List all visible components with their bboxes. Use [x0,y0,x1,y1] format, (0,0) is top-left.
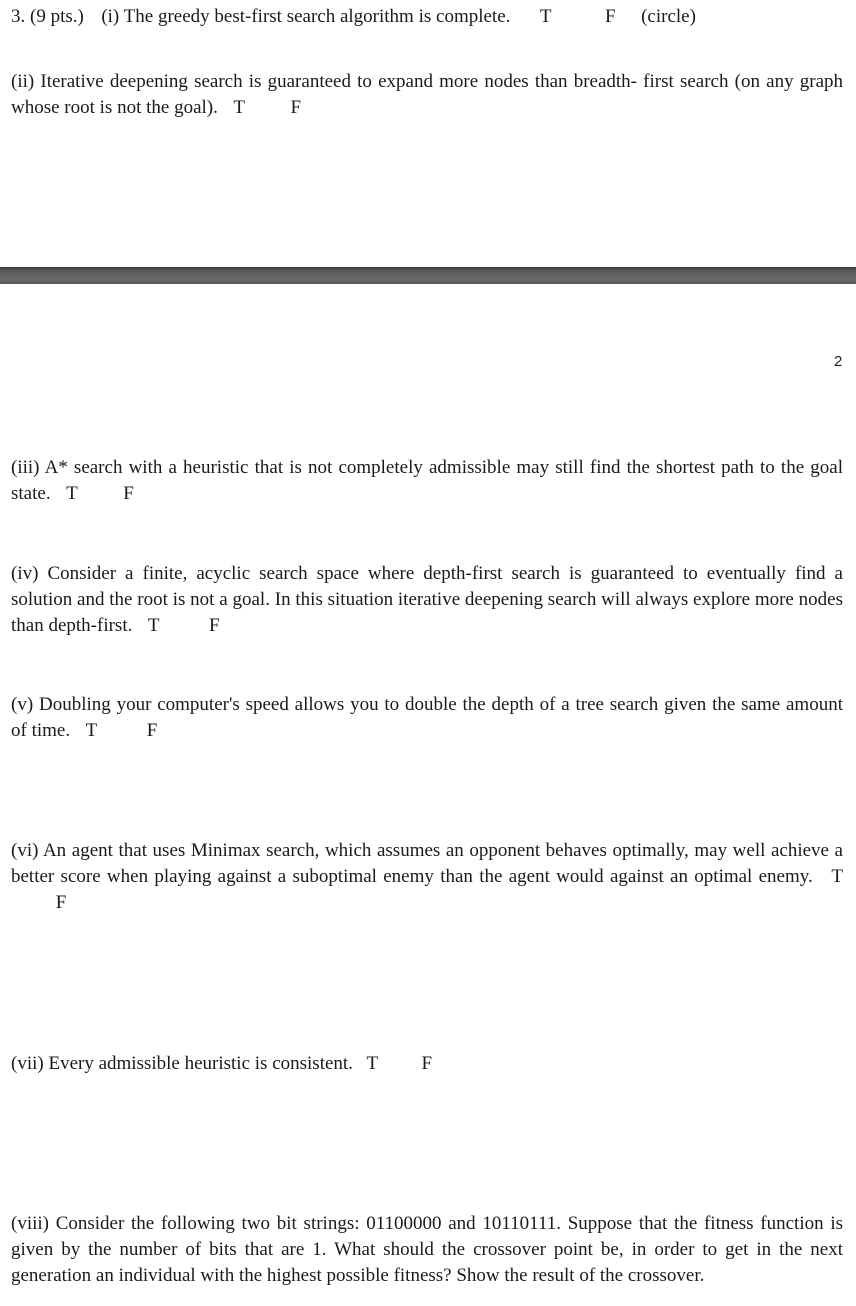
question-iii-text: (iii) A* search with a heuristic that is not completely admissible may still find the shortest path to the goal state. [11,457,843,504]
page-divider [0,267,856,284]
page-number: 2 [834,353,843,370]
question-ii-true-option[interactable]: T [233,97,245,118]
question-viii-text: (viii) Consider the following two bit strings: 01100000 and 10110111. Suppose that the fitness function is given by the number of bits that are 1. What should the crossover point be, in order to get in the next generation an individual with the highest possible fitness? Show the result of the crossover. [11,1213,843,1286]
question-iv-false-option[interactable]: F [208,615,220,636]
question-vii-text: (vii) Every admissible heuristic is consistent. [11,1053,353,1074]
question-iv [11,561,843,639]
question-vi-true-option[interactable]: T [831,866,843,887]
question-i-false-option[interactable]: F [605,6,616,27]
question-ii-false-option[interactable]: F [290,97,302,118]
question-iv-text: (iv) Consider a finite, acyclic search space where depth-first search is guaranteed to eventually find a solution and the root is not a goal. In this situation iterative deepening search will always explore more nodes than depth-first. [11,563,843,636]
question-header: 3. (9 pts.) [11,6,84,27]
question-i-line [11,4,696,30]
question-viii [11,1211,843,1289]
question-vi-text: (vi) An agent that uses Minimax search, which assumes an opponent behaves optimally, may well achieve a better score when playing against a suboptimal enemy than the agent would against an optimal enemy. [11,840,843,887]
question-i-circle-instruction: (circle) [641,6,696,27]
question-ii [11,69,843,121]
question-v-text: (v) Doubling your computer's speed allows you to double the depth of a tree search given the same amount of time. [11,694,843,741]
question-iii [11,455,843,507]
question-v [11,692,843,744]
question-iii-true-option[interactable]: T [66,483,78,504]
question-v-true-option[interactable]: T [85,720,98,741]
question-vii-true-option[interactable]: T [366,1053,379,1074]
question-i-text: (i) The greedy best-first search algorithm is complete. [101,6,511,27]
question-v-false-option[interactable]: F [146,720,158,741]
question-vii-line [11,1051,432,1077]
question-iv-true-option[interactable]: T [147,615,160,636]
question-ii-text: (ii) Iterative deepening search is guaranteed to expand more nodes than breadth- first search (on any graph whose root is not the goal). [11,71,843,118]
question-vi [11,838,843,916]
question-vi-false-option[interactable]: F [55,892,67,913]
question-i-true-option[interactable]: T [539,6,552,27]
question-vii-false-option[interactable]: F [421,1053,433,1074]
question-iii-false-option[interactable]: F [123,483,134,504]
